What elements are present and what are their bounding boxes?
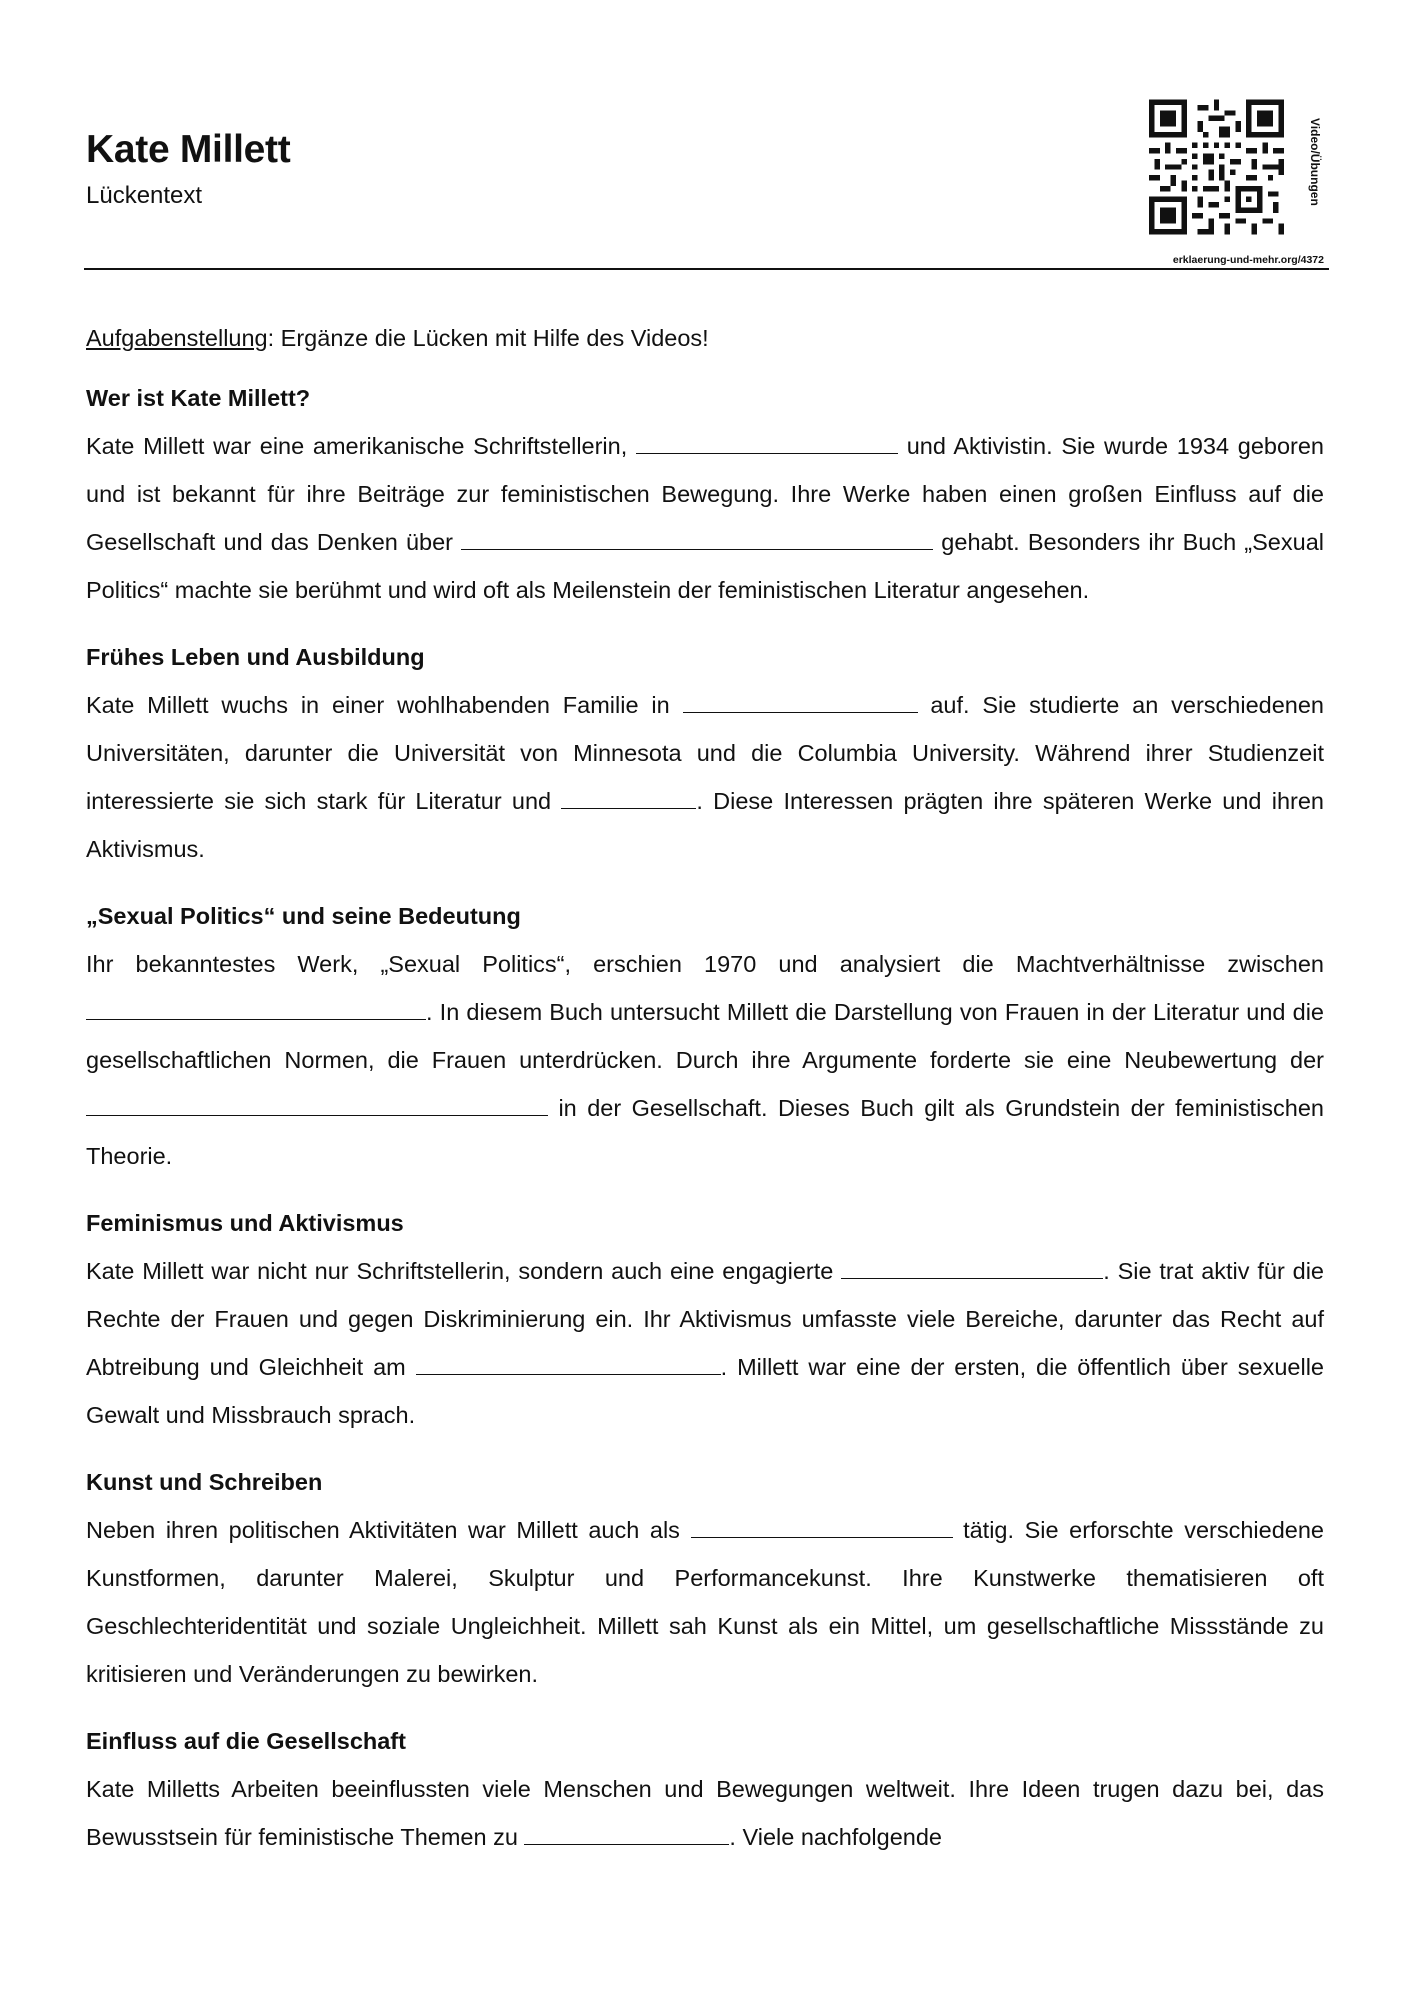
gap-blank[interactable] [524,1844,729,1845]
section-sexual-politics [86,892,1324,1180]
instruction-text: : Ergänze die Lücken mit Hilfe des Videos! [267,325,709,351]
section-kunst [86,1458,1324,1698]
section-fruehes-leben [86,633,1324,873]
section-heading: Kunst und Schreiben [86,1469,323,1495]
section-feminismus [86,1199,1324,1439]
gap-blank[interactable] [86,1019,426,1020]
gap-blank[interactable] [416,1374,721,1375]
gap-blank[interactable] [691,1537,953,1538]
gap-blank[interactable] [561,808,696,809]
gap-blank[interactable] [461,549,933,550]
section-wer-ist [86,374,1324,614]
qr-side-label: Video/Übungen [1308,118,1322,206]
gap-blank[interactable] [683,712,918,713]
task-instruction [86,322,1324,354]
section-heading: Frühes Leben und Ausbildung [86,644,425,670]
page-subtitle: Lückentext [86,182,203,209]
section-text: Ihr bekanntestes Werk, „Sexual Politics“, erschien 1970 und analysiert die Machtverhältnisse zwischen . In diesem Buch untersucht Millett die Darstellung von Frauen in der Literatur und die gesellschaftlichen Normen, die Frauen unterdrücken. Durch ihre Argumente forderte sie eine Neubewertung der in der Gesellschaft. Dieses Buch gilt als Grundstein der feministischen Theorie. [86,951,1324,1169]
section-text: Neben ihren politischen Aktivitäten war Millett auch als tätig. Sie erforschte verschiedene Kunstformen, darunter Malerei, Skulptur und Performancekunst. Ihre Kunstwerke thematisieren oft Geschlechteridentität und soziale Ungleichheit. Millett sah Kunst als ein Mittel, um gesellschaftliche Missstände zu kritisieren und Veränderungen zu bewirken. [86,1517,1324,1687]
section-text: Kate Millett war eine amerikanische Schriftstellerin, und Aktivistin. Sie wurde 1934 geboren und ist bekannt für ihre Beiträge zur feministischen Bewegung. Ihre Werke haben einen großen Einfluss auf die Gesellschaft und das Denken über gehabt. Besonders ihr Buch „Sexual Politics“ machte sie berühmt und wird oft als Meilenstein der feministischen Literatur angesehen. [86,433,1324,603]
section-text: Kate Milletts Arbeiten beeinflussten viele Menschen und Bewegungen weltweit. Ihre Ideen trugen dazu bei, das Bewusstsein für feministische Themen zu . Viele nachfolgende [86,1776,1324,1850]
section-text: Kate Millett wuchs in einer wohlhabenden Familie in auf. Sie studierte an verschiedenen Universitäten, darunter die Universität von Minnesota und die Columbia University. Während ihrer Studienzeit interessierte sie sich stark für Literatur und . Diese Interessen prägten ihre späteren Werke und ihren Aktivismus. [86,692,1324,862]
qr-url[interactable]: erklaerung-und-mehr.org/4372 [1172,254,1324,266]
qr-code-icon[interactable] [1149,99,1284,235]
section-heading: Wer ist Kate Millett? [86,385,311,411]
instruction-label: Aufgabenstellung [86,325,268,351]
section-heading: Einfluss auf die Gesellschaft [86,1728,406,1754]
section-heading: Feminismus und Aktivismus [86,1210,404,1236]
gap-blank[interactable] [636,453,898,454]
worksheet-body [86,322,1324,1880]
section-einfluss [86,1717,1324,1861]
section-heading: „Sexual Politics“ und seine Bedeutung [86,903,521,929]
page-title: Kate Millett [86,128,291,171]
section-text: Kate Millett war nicht nur Schriftstellerin, sondern auch eine engagierte . Sie trat aktiv für die Rechte der Frauen und gegen Diskriminierung ein. Ihr Aktivismus umfasste viele Bereiche, darunter das Recht auf Abtreibung und Gleichheit am . Millett war eine der ersten, die öffentlich über sexuelle Gewalt und Missbrauch sprach. [86,1258,1325,1428]
gap-blank[interactable] [841,1278,1103,1279]
header-divider [84,268,1329,270]
gap-blank[interactable] [86,1115,548,1116]
